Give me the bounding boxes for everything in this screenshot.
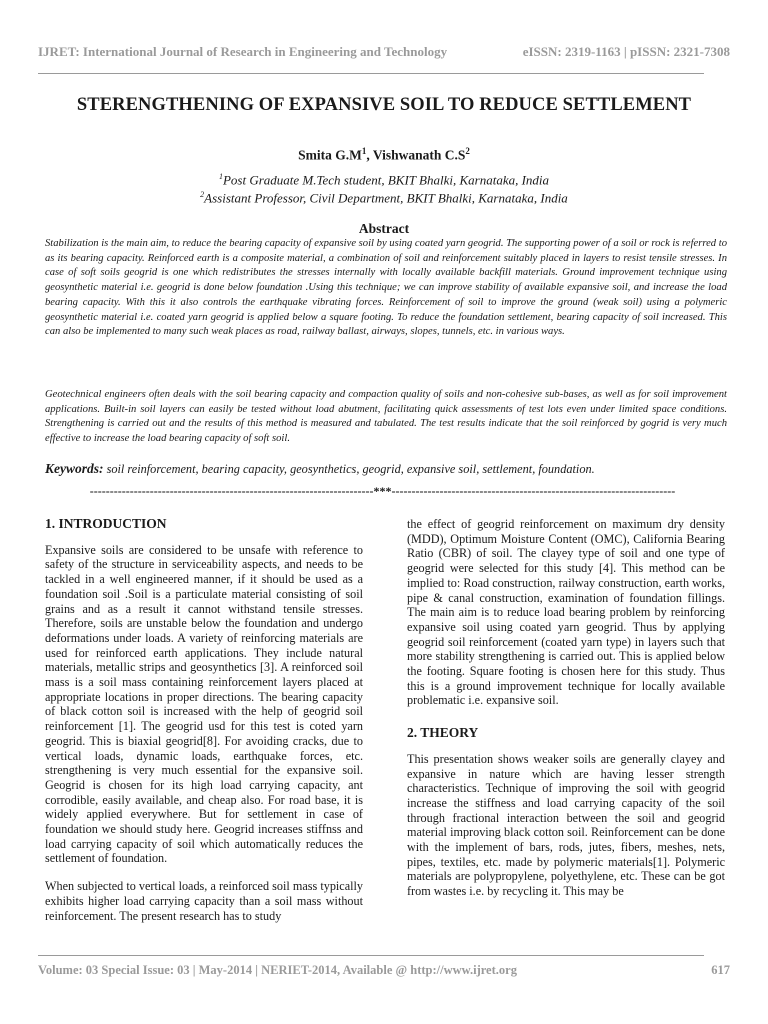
introduction-heading: 1. INTRODUCTION	[45, 516, 167, 531]
footer-volume-info: Volume: 03 Special Issue: 03 | May-2014 | NERIET-2014, Available @ http://www.ijret.org	[38, 963, 517, 977]
theory-paragraph-1: This presentation shows weaker soils are generally clayey and expansive in nature which are having lesser strength characteristics. Technique of improving the soil with geogrid increase the stiffness and load carrying capacity of the soil through fractional interaction between the soil and geogrid material improving black cotton soil. Reinforcement can be done with the implement of bars, rods, jutes, fibers, meshes, nets, pipes, textiles, etc. made by polymeric materials[1]. Polymeric materials are polypropylene, polyethylene, etc. These can be got from wastes i.e. by recycling it. This may be	[407, 751, 725, 899]
author-separator: ,	[366, 147, 373, 163]
footer-divider	[38, 955, 704, 956]
journal-name: IJRET: International Journal of Research in Engineering and Technology	[38, 44, 448, 59]
affiliation-1	[0, 172, 768, 188]
author-1-name: Smita G.M	[298, 147, 362, 163]
theory-heading: 2. THEORY	[407, 725, 479, 741]
abstract-paragraph-2: Geotechnical engineers often deals with the soil bearing capacity and compaction quality of soils and non-cohesive sub-bases, as well as for soil improvement applications. Built-in soil layers can easily be tested without load abutment, facilitating quick assessments of test lots even under limited space conditions. Strengthening is carried out and the results of this method is measured and tabulated. The test results indicate that the soil reinforced by gogrid is very much effective to increase the load bearing capacity of soft soil.	[45, 389, 727, 445]
page-number: 617	[711, 963, 730, 977]
keywords	[45, 461, 727, 477]
author-2-sup: 2	[465, 146, 470, 156]
affiliation-2-sup: 2	[200, 190, 205, 199]
author-2-name: Vishwanath C.S	[372, 147, 466, 163]
section-separator: -----------------------------------------------------------------------***-----------------------------------------------------------------------	[89, 484, 676, 498]
running-header	[38, 44, 730, 60]
affiliation-1-text: Post Graduate M.Tech student, BKIT Bhalki, Karnataka, India	[222, 172, 550, 188]
author-line	[0, 146, 768, 164]
affiliation-1-sup: 1	[218, 172, 223, 181]
paper-title: STERENGTHENING OF EXPANSIVE SOIL TO REDUCE SETTLEMENT	[76, 95, 692, 115]
abstract-heading: Abstract	[358, 221, 410, 236]
keywords-text: soil reinforcement, bearing capacity, geosynthetics, geogrid, expansive soil, settlement, foundation.	[103, 462, 595, 476]
right-column	[407, 517, 725, 911]
intro-paragraph-2: When subjected to vertical loads, a reinforced soil mass typically exhibits higher load carrying capacity than a soil mass without reinforcement. The present research has to study	[45, 879, 363, 923]
affiliation-2-text: Assistant Professor, Civil Department, BKIT Bhalki, Karnataka, India	[204, 190, 568, 206]
running-footer	[38, 963, 730, 978]
affiliation-2	[0, 190, 768, 206]
abstract-paragraph-1: Stabilization is the main aim, to reduce the bearing capacity of expansive soil by using coated yarn geogrid. The supporting power of a soil or rock is referred to as its bearing capacity. Reinforced earth is a composite material, a combination of soil and reinforcement suitably placed in layers to resist tensile stresses. In case of soft soils geogrid is one which redistributes the stresses internally with locally available backfill materials. Ground improvement technique using geosynthetic material i.e. geogrid is done below foundation .Using this technique; we can improve stability of available expansive soil, and increase the load bearing capacity. With this it also controls the earthquake vibrating forces. Reinforcement of soil to improve the ground (weak soil) using a polymeric geosynthetic material i.e. coated yarn geogrid is applied below a square footing. To reduce the foundation settlement, bearing capacity of soil increased. This can also be implemented to many such weak places as road, railway ballast, airways, slopes, tunnels, etc. in various ways.	[45, 238, 727, 338]
intro-paragraph-1: Expansive soils are considered to be unsafe with reference to safety of the structure in serviceability aspects, and needs to be tackled in a well engineered manner, if it should be used as a foundation soil .Soil is a particulate material consisting of soil grains and as a result it cannot withstand tensile stresses. Therefore, soils are unstable below the foundation and undergo deformations under loads. A variety of reinforcing materials are used for reinforced earth applications. They include natural materials, metallic strips and geosynthetics [3]. A reinforced soil mass is a soil mass containing reinforcement layers placed at appropriate locations in proper directions. The bearing capacity of black cotton soil is increased with the help of geogrid soil reinforcement [1]. The geogrid usd for this test is coted yarn geogrid. This is biaxial geogrid[8]. For avoiding cracks, due to vertical loads, dynamic loads, earthquake forces, etc. strengthening is very much essential for the expansive soil. Geogrid is chosen for its high load carrying capacity, ant corrodible, easily available, and cheap also. For road base, it is widely applied everywhere. But for settlement in case of foundation we should study here. Geogrid increases stiffnss and load carrying capacity of soil which automatically reduces the settlement of foundation.	[45, 542, 363, 866]
keywords-label: Keywords:	[45, 461, 104, 476]
issn-info: eISSN: 2319-1163 | pISSN: 2321-7308	[522, 44, 730, 59]
intro-paragraph-3: the effect of geogrid reinforcement on maximum dry density (MDD), Optimum Moisture Content (OMC), California Bearing Ratio (CBR) of soil. The clayey type of soil and one type of geogrid were selected for this study [4]. This method can be implied to: Road construction, railway construction, earth works, pipe & canal construction, examination of foundation fillings. The main aim is to reduce load bearing problem by reinforcing expansive soil using coated yarn geogrid. Thus by applying geogrid soil reinforcement (coated yarn type) in layers such that more stability strengthening is carried out. This is applied below the footing. Square footing is chosen here for this study. Thus this is a ground improvement technique for locally available problematic i.e. expansive soil.	[407, 517, 725, 708]
author-1-sup: 1	[361, 146, 367, 156]
header-divider	[38, 73, 704, 74]
left-column	[45, 517, 363, 935]
